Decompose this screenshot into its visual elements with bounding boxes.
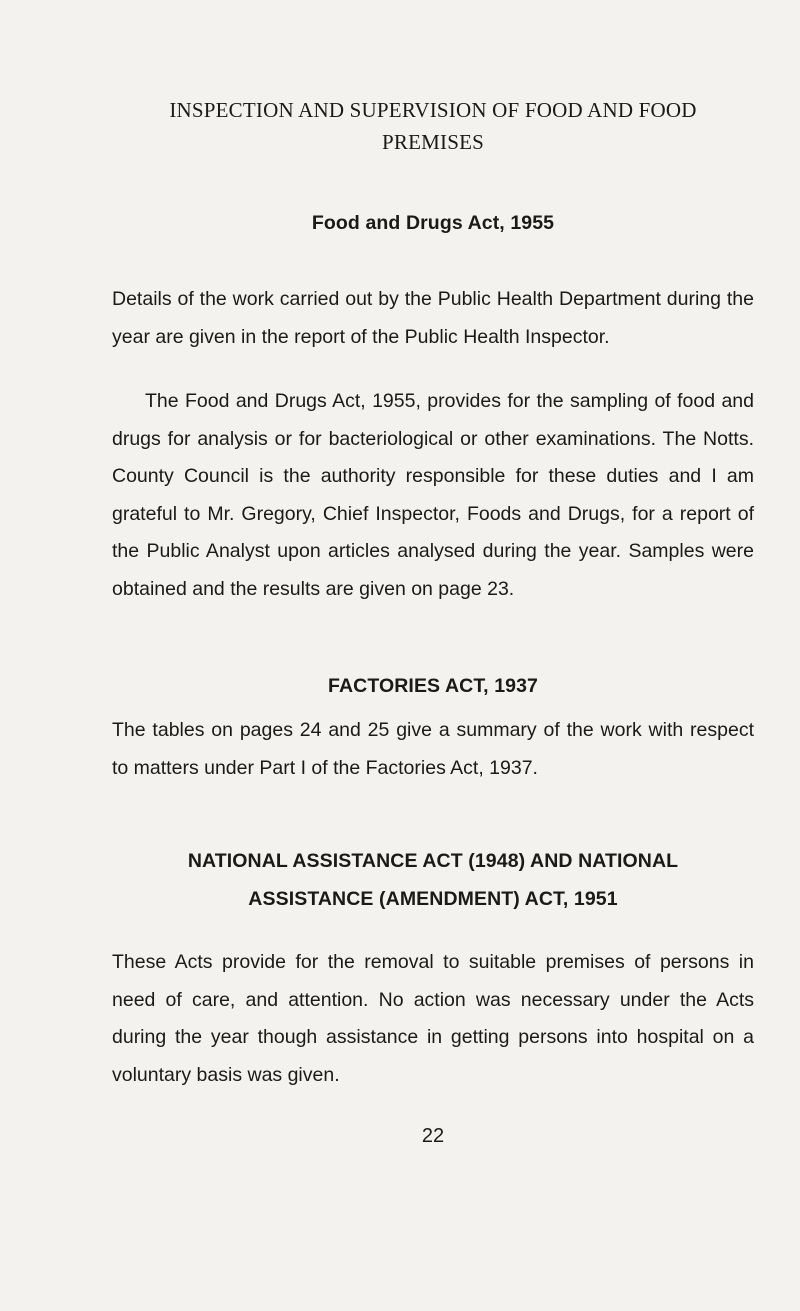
factories-act-heading: FACTORIES ACT, 1937 xyxy=(328,675,538,697)
page-number-block xyxy=(112,1125,754,1148)
food-drugs-subheading-block xyxy=(112,208,754,238)
food-premises-paragraph1: Details of the work carried out by the Public Health Department during the year are given in the report of the Public Health Inspector. xyxy=(112,288,754,348)
food-drugs-act-subheading: Food and Drugs Act, 1955 xyxy=(311,212,555,234)
factories-heading-block xyxy=(112,671,754,701)
food-premises-paragraph2: The Food and Drugs Act, 1955, provides for the sampling of food and drugs for analysis or for bacteriological or other examinations. The Notts. County Council is the authority responsible for these duties and I am grateful to Mr. Gregory, Chief Inspector, Foods and Drugs, for a report of the Public Analyst upon articles analysed during the year. Samples were obtained and the results are given on page 23. xyxy=(112,390,754,600)
food-premises-paragraph1-block xyxy=(112,281,754,356)
food-premises-paragraph2-block xyxy=(112,383,754,608)
page-number: 22 xyxy=(421,1125,445,1147)
factories-paragraph-block xyxy=(112,712,754,787)
food-premises-heading xyxy=(112,94,754,158)
factories-paragraph: The tables on pages 24 and 25 give a summary of the work with respect to matters under Part I of the Factories Act, 1937. xyxy=(112,719,754,779)
national-assistance-paragraph-block xyxy=(112,944,754,1094)
national-assistance-heading-line2: ASSISTANCE (AMENDMENT) ACT, 1951 xyxy=(248,888,618,910)
national-assistance-heading xyxy=(112,846,754,914)
food-premises-heading-line2: PREMISES xyxy=(382,130,484,154)
food-premises-heading-line1: INSPECTION AND SUPERVISION OF FOOD AND FOOD xyxy=(169,98,697,122)
national-assistance-heading-line1: NATIONAL ASSISTANCE ACT (1948) AND NATIONAL xyxy=(187,850,679,872)
national-assistance-paragraph: These Acts provide for the removal to suitable premises of persons in need of care, and attention. No action was necessary under the Acts during the year though assistance in getting persons into hospital on a voluntary basis was given. xyxy=(112,951,754,1086)
